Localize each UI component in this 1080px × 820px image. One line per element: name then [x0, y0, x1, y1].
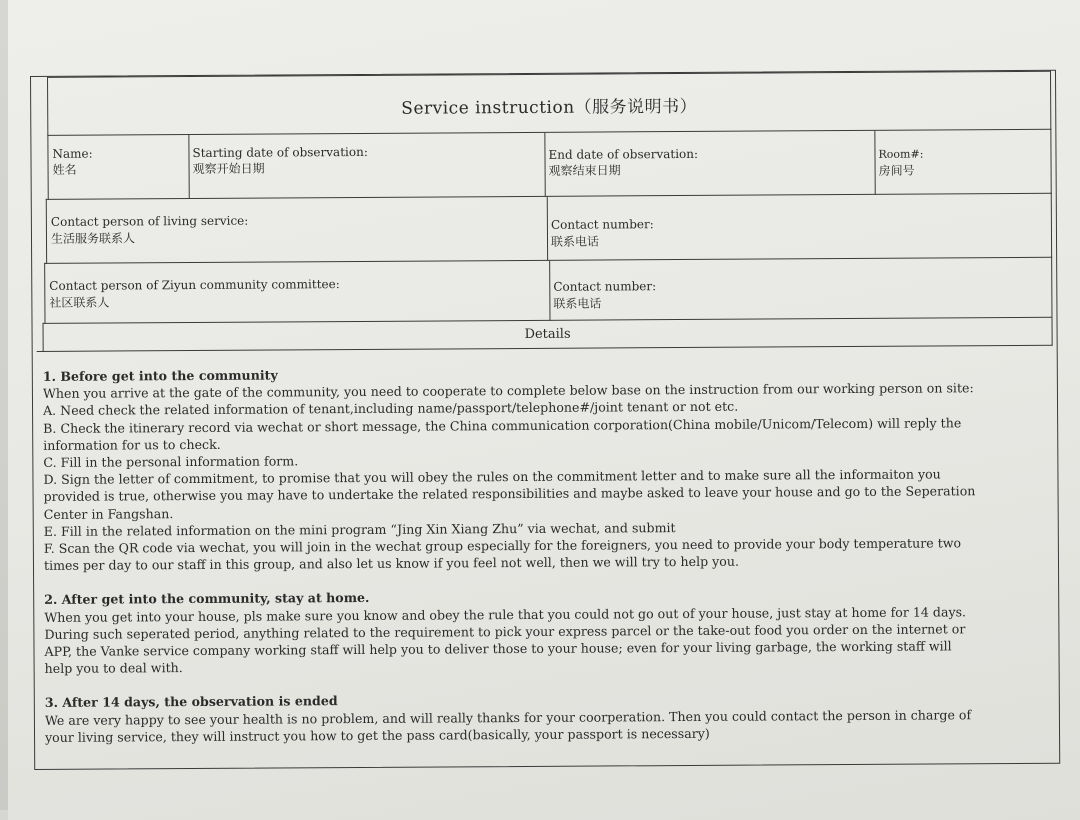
body-line: APP, the Vanke service company working staff will help you to deliver those to your house; even for your living garbage, the working staff will: [44, 638, 952, 659]
community-contact-label-zh: 社区联系人: [49, 295, 110, 310]
name-cell: [48, 135, 189, 200]
end-date-cell: [544, 131, 875, 197]
room-label-zh: 房间号: [878, 163, 915, 178]
name-label-en: Name:: [52, 146, 93, 161]
name-label-zh: 姓名: [52, 162, 77, 177]
start-date-label-en: Starting date of observation:: [192, 144, 368, 161]
section-heading: 1. Before get into the community: [42, 367, 278, 384]
living-contact-label-en: Contact person of living service:: [50, 213, 249, 229]
end-date-label-zh: 观察结束日期: [548, 163, 621, 178]
end-date-label-en: End date of observation:: [548, 146, 699, 162]
body-line: D. Sign the letter of commitment, to promise that you will obey the rules on the commitment letter and to make sure all the informaiton you: [43, 466, 941, 488]
body-line: your living service, they will instruct you how to get the pass card(basically, your passport is necessary): [44, 725, 710, 745]
body-line: During such seperated period, anything related to the requirement to pick your express parcel or the take-out food you order on the internet or: [44, 621, 966, 642]
room-cell: [874, 130, 1050, 195]
living-number-cell: [547, 194, 1051, 261]
living-contact-cell: [47, 197, 548, 264]
community-contact-cell: [45, 261, 550, 324]
details-title: Details: [524, 326, 571, 342]
body-line: B. Check the itinerary record via wechat or short message, the China communication corporation(China mobile/Unicom/Telecom) will reply the: [43, 414, 962, 436]
section-heading: 3. After 14 days, the observation is ended: [44, 693, 338, 711]
body-line: times per day to our staff in this group, and also let us know if you feel not well, then we will try to help you.: [43, 553, 740, 574]
service-instruction-form: [30, 70, 1060, 770]
contact-number2-label-zh: 联系电话: [553, 296, 602, 311]
living-contact-label-zh: 生活服务联系人: [50, 231, 136, 246]
start-date-label-zh: 观察开始日期: [192, 161, 265, 177]
body-line: Center in Fangshan.: [43, 505, 174, 522]
body-line: When you get into your house, pls make sure you know and obey the rule that you could not go out of your house, just stay at home for 14 days.: [44, 603, 967, 625]
observation-info-row: [47, 129, 1051, 200]
title-row: [47, 71, 1051, 136]
section-heading: 2. After get into the community, stay at home.: [44, 590, 370, 608]
body-line: F. Scan the QR code via wechat, you will join in the wechat group especially for the foreigners, you need to provide your body temperature two: [43, 535, 962, 556]
start-date-cell: [188, 133, 545, 199]
body-line: When you arrive at the gate of the community, you need to cooperate to complete below base on the instruction from our working person on site:: [42, 380, 974, 402]
body-line: We are very happy to see your health is no problem, and will really thanks for your coorperation. Then you could contact the person in charge of: [44, 706, 972, 728]
body-line: A. Need check the related information of tenant,including name/passport/telephone#/joint tenant or not etc.: [42, 399, 739, 419]
community-number-cell: [549, 258, 1051, 321]
body-line: C. Fill in the personal information form.: [43, 453, 299, 470]
details-body: [37, 345, 1056, 769]
community-contact-label-en: Contact person of Ziyun community committee:: [49, 277, 340, 293]
room-label-en: Room#:: [878, 147, 924, 161]
body-line: information for us to check.: [43, 436, 221, 453]
body-line: E. Fill in the related information on the mini program “Jing Xin Xiang Zhu” via wechat, and submit: [43, 519, 676, 539]
community-committee-row: [44, 257, 1052, 324]
living-service-row: [46, 193, 1052, 264]
body-line: help you to deal with.: [44, 660, 183, 677]
contact-number-label-en: Contact number:: [550, 217, 654, 232]
contact-number-label-zh: 联系电话: [550, 234, 600, 249]
contact-number2-label-en: Contact number:: [553, 279, 657, 294]
document-title: Service instruction（服务说明书）: [401, 96, 698, 119]
body-line: provided is true, otherwise you may have to undertake the related responsibilities and maybe asked to leave your house and go to the Seperation: [43, 483, 976, 505]
